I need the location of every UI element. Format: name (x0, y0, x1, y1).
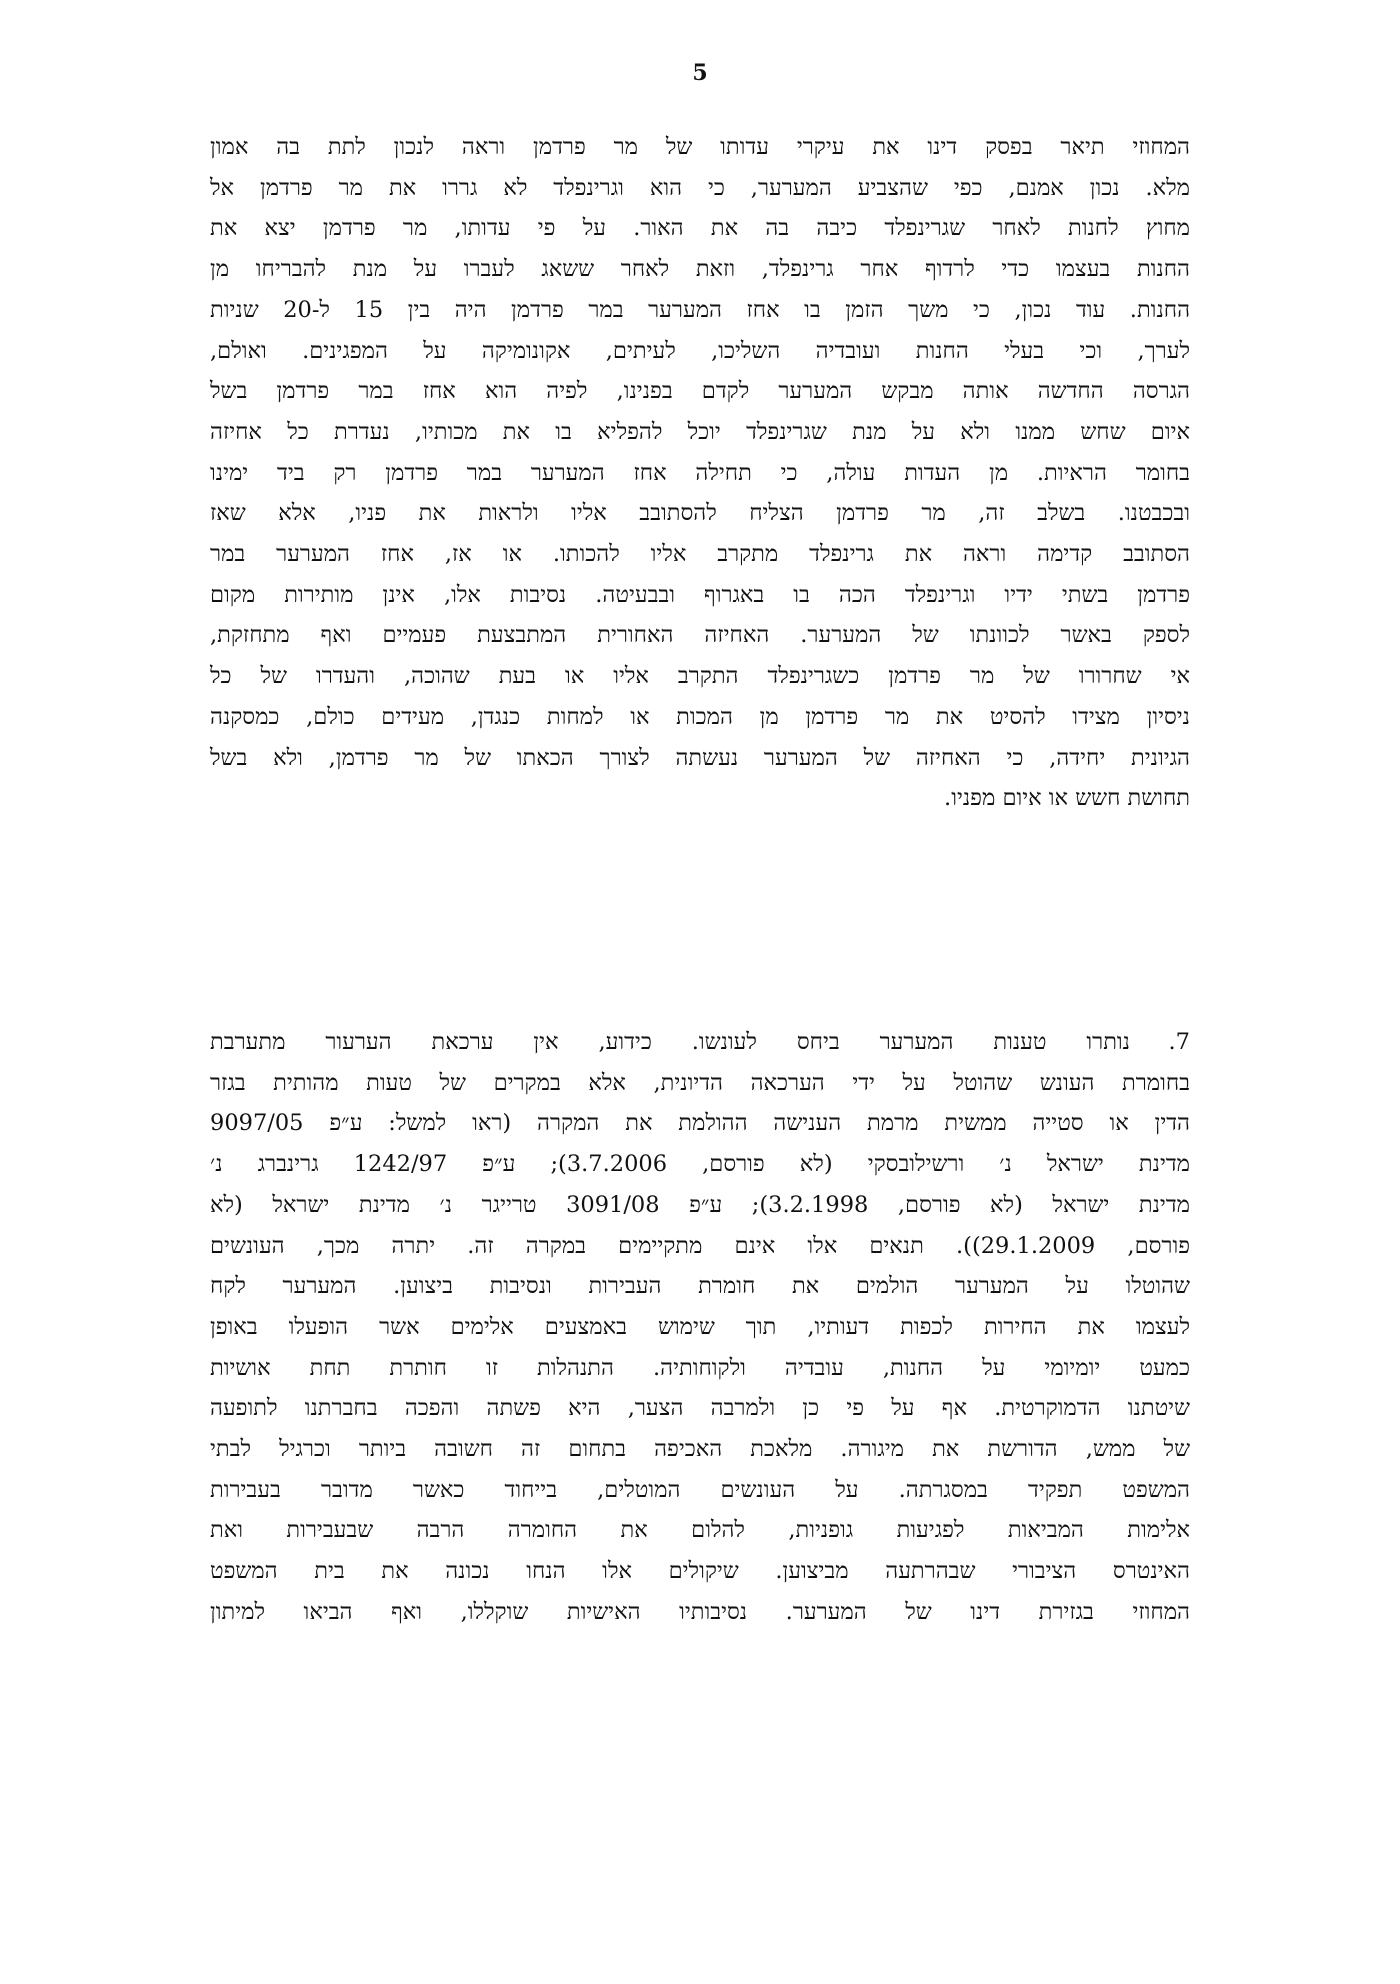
text-line: שהוטלו על המערער הולמים את חומרת העבירות ונסיבות ביצוען. המערער לקח (210, 1273, 1190, 1300)
paragraph-7 (210, 1022, 1190, 1633)
text-line: שיטתנו הדמוקרטית. אף על פי כן ולמרבה הצער, היא פשתה והפכה בחברתנו לתופעה (210, 1395, 1190, 1422)
text-line: הסתובב קדימה וראה את גרינפלד מתקרב אליו להכותו. או אז, אחז המערער במר (210, 541, 1190, 568)
text-line: המשפט תפקיד במסגרתה. על העונשים המוטלים, בייחוד כאשר מדובר בעבירות (210, 1476, 1190, 1503)
text-line: ניסיון מצידו להסיט את מר פרדמן מן המכות או למחות כנגדן, מעידים כולם, כמסקנה (210, 703, 1190, 730)
text-line: לעצמו את החירות לכפות דעותיו, תוך שימוש באמצעים אלימים אשר הופעלו באופן (210, 1313, 1190, 1340)
text-line: ובכבטנו. בשלב זה, מר פרדמן הצליח להסתובב אליו ולראות את פניו, אלא שאז (210, 500, 1190, 527)
paragraph-continuation (210, 127, 1190, 819)
paragraph-number: 7. (1168, 1029, 1190, 1055)
text-line: מדינת ישראל נ׳ ורשילובסקי (לא פורסם, 3.7.2006); ע״פ 1242/97 גרינברג נ׳ (210, 1151, 1190, 1178)
text-line: בחומרת העונש שהוטל על ידי הערכאה הדיונית, אלא במקרים של טעות מהותית בגזר (210, 1069, 1190, 1096)
text-line: המחוזי בגזירת דינו של המערער. נסיבותיו האישיות שוקללו, ואף הביאו למיתון (210, 1598, 1190, 1625)
text-line: האינטרס הציבורי שבהרתעה מביצוען. שיקולים אלו הנחו נכונה את בית המשפט (210, 1558, 1190, 1585)
text-line-first (210, 1022, 1190, 1063)
text-line: אלימות המביאות לפגיעות גופניות, להלום את החומרה הרבה שבעבירות ואת (210, 1517, 1190, 1544)
text-line: מדינת ישראל (לא פורסם, 3.2.1998); ע״פ 3091/08 טרייגר נ׳ מדינת ישראל (לא (210, 1191, 1190, 1218)
text-line: מחוץ לחנות לאחר שגרינפלד כיבה בה את האור. על פי עדותו, מר פרדמן יצא את (210, 215, 1190, 242)
text-line: הגיונית יחידה, כי האחיזה של המערער נעשתה לצורך הכאתו של מר פרדמן, ולא בשל (210, 744, 1190, 771)
text-line: בחומר הראיות. מן העדות עולה, כי תחילה אחז המערער במר פרדמן רק ביד ימינו (210, 459, 1190, 486)
text-line: כמעט יומיומי על החנות, עובדיה ולקוחותיה. התנהלות זו חותרת תחת אושיות (210, 1354, 1190, 1381)
text-line: איום שחש ממנו ולא על מנת שגרינפלד יוכל להפליא בו את מכותיו, נעדרת כל אחיזה (210, 418, 1190, 445)
text-line: אי שחרורו של מר פרדמן כשגרינפלד התקרב אליו או בעת שהוכה, והעדרו של כל (210, 663, 1190, 690)
text-line: לערך, וכי בעלי החנות ועובדיה השליכו, לעיתים, אקונומיקה על המפגינים. ואולם, (210, 337, 1190, 364)
text-line-content: נותרו טענות המערער ביחס לעונשו. כידוע, אין ערכאת הערעור מתערבת (210, 1029, 1130, 1055)
text-line: המחוזי תיאר בפסק דינו את עיקרי עדותו של מר פרדמן וראה לנכון לתת בה אמון (210, 134, 1190, 160)
text-line: מלא. נכון אמנם, כפי שהצביע המערער, כי הוא וגרינפלד לא גררו את מר פרדמן אל (210, 174, 1190, 201)
text-line: החנות. עוד נכון, כי משך הזמן בו אחז המערער במר פרדמן היה בין 15 ל-20 שניות (210, 296, 1191, 323)
text-line: פרדמן בשתי ידיו וגרינפלד הכה בו באגרוף ובבעיטה. נסיבות אלו, אינן מותירות מקום (210, 581, 1190, 608)
text-line: של ממש, הדורשת את מיגורה. מלאכת האכיפה בתחום זה חשובה ביותר וכרגיל לבתי (210, 1436, 1190, 1463)
page-number: 5 (692, 60, 708, 86)
text-line: הגרסה החדשה אותה מבקש המערער לקדם בפנינו, לפיה הוא אחז במר פרדמן בשל (210, 378, 1190, 405)
text-line: תחושת חשש או איום מפניו. (944, 785, 1190, 812)
text-line: החנות בעצמו כדי לרדוף אחר גרינפלד, וזאת לאחר ששאג לעברו על מנת להבריחו מן (210, 256, 1190, 283)
text-line: הדין או סטייה ממשית מרמת הענישה ההולמת את המקרה (ראו למשל: ע״פ 9097/05 (210, 1110, 1190, 1137)
text-line: לספק באשר לכוונתו של המערער. האחיזה האחורית המתבצעת פעמיים ואף מתחזקת, (210, 622, 1190, 649)
text-line: פורסם, 29.1.2009)). תנאים אלו אינם מתקיימים במקרה זה. יתרה מכך, העונשים (210, 1232, 1191, 1259)
